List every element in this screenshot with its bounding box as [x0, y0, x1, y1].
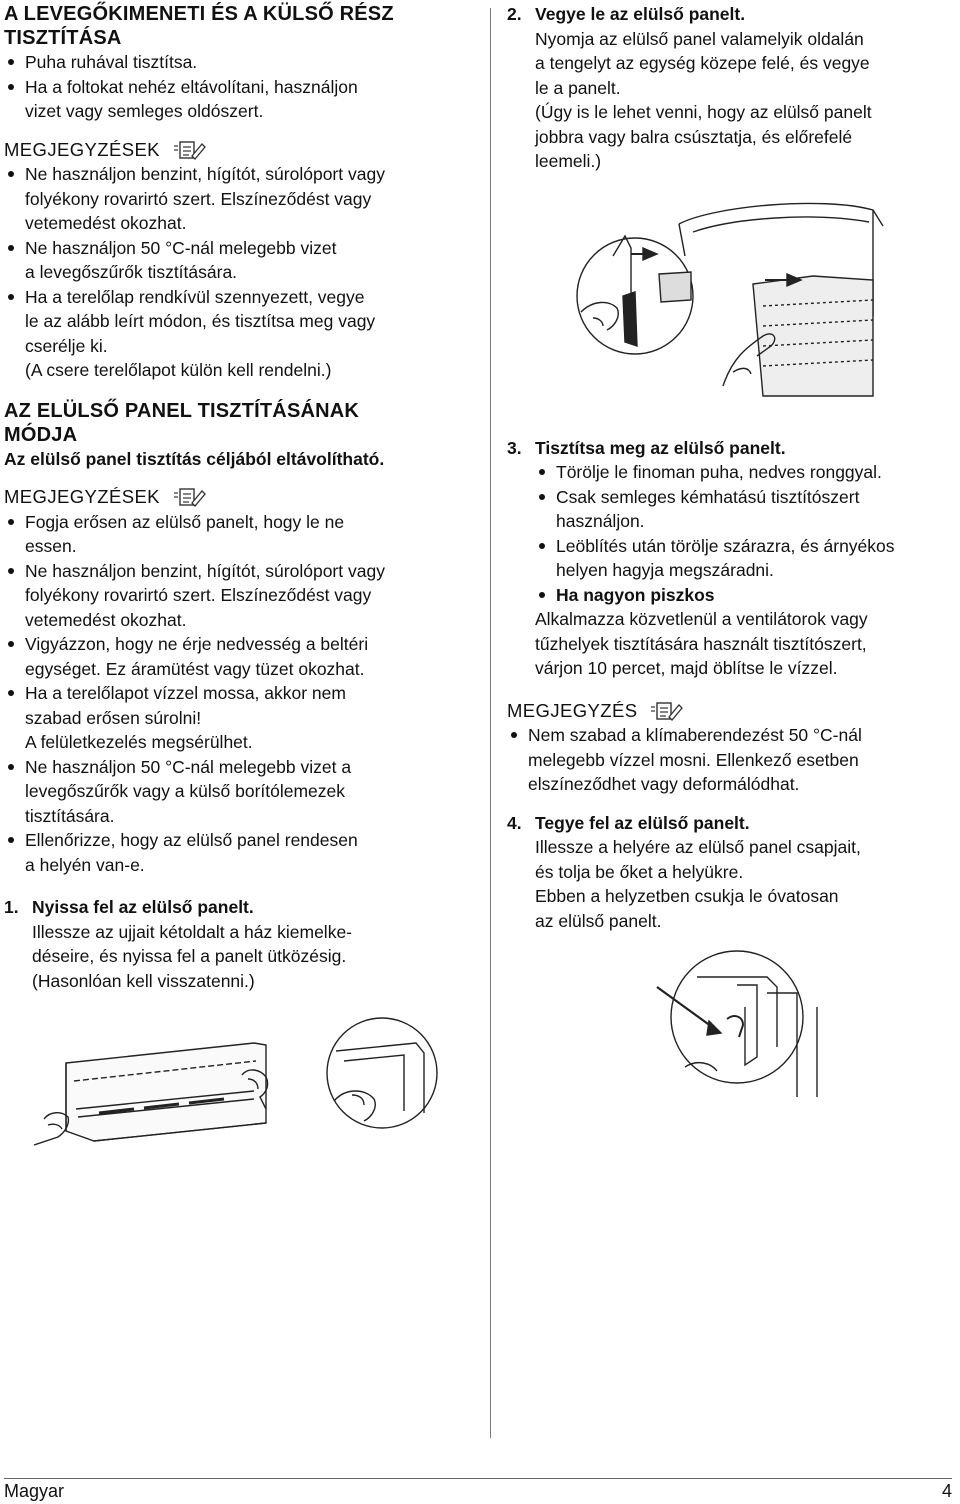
list-item: Ne használjon 50 °C-nál melegebb vizet a levegőszűrők vagy a külső borítólemezek tisztítására.	[4, 755, 474, 829]
list-item: Vigyázzon, hogy ne érje nedvesség a beltéri egységet. Ez áramütést vagy tüzet okozhat.	[4, 632, 474, 681]
list-item: Fogja erősen az elülső panelt, hogy le ne essen.	[4, 510, 474, 559]
notes-list-3	[507, 723, 952, 797]
column-divider	[490, 8, 491, 1438]
note-heading-1: MEGJEGYZÉSEK	[4, 138, 474, 163]
list-item: Leöblítés után törölje szárazra, és árnyékos helyen hagyja megszáradni.	[535, 534, 952, 583]
list-item: Ha nagyon piszkos	[535, 583, 952, 608]
list-item: Ha a terelőlap rendkívül szennyezett, vegye le az alább leírt módon, és tisztítsa meg vagy cserélje ki. (A csere terelőlapot külön kell rendelni.)	[4, 285, 474, 383]
step-4: 4. Tegye fel az elülső panelt. Illessze a helyére az elülső panel csapjait, és tolja be őket a helyükre. Ebben a helyzetben csukja le óvatosan az elülső panelt.	[507, 812, 861, 931]
list-item: Ne használjon 50 °C-nál melegebb vizet a levegőszűrők tisztítására.	[4, 236, 474, 285]
list-item: Nem szabad a klímaberendezést 50 °C-nál melegebb vízzel mosni. Ellenkező esetben elszíneződhet vagy deformálódhat.	[507, 723, 952, 797]
attach-panel-illustration	[617, 947, 877, 1107]
list-item: Ellenőrizze, hogy az elülső panel rendesen a helyén van-e.	[4, 828, 474, 877]
list-item: Ne használjon benzint, hígítót, súrolóport vagy folyékony rovarirtó szert. Elszíneződést vagy vetemedést okozhat.	[4, 162, 474, 236]
step-4-title: Tegye fel az elülső panelt.	[535, 812, 750, 833]
list-item: Törölje le finoman puha, nedves ronggyal.	[535, 460, 952, 485]
section-title-outlet-cleaning: A LEVEGŐKIMENETI ÉS A KÜLSŐ RÉSZ TISZTÍTÁSA	[4, 3, 394, 49]
step-3-text: Alkalmazza közvetlenül a ventilátorok vagy tűzhelyek tisztítására használt tisztítószert, várjon 10 percet, majd öblítse le vízzel.	[535, 609, 868, 678]
step-3-title: Tisztítsa meg az elülső panelt.	[535, 437, 786, 458]
left-column	[4, 2, 474, 1163]
notes-list-1	[4, 162, 474, 383]
list-item: Csak semleges kémhatású tisztítószert használjon.	[535, 485, 952, 534]
outlet-cleaning-list	[4, 50, 474, 124]
memo-pencil-icon	[172, 485, 206, 509]
step-1-title: Nyissa fel az elülső panelt.	[32, 897, 254, 917]
list-item: Ha a foltokat nehéz eltávolítani, használjon vizet vagy semleges oldószert.	[4, 75, 474, 124]
note-heading-2: MEGJEGYZÉSEK	[4, 485, 474, 510]
list-item: Puha ruhával tisztítsa.	[4, 50, 474, 75]
step-3-list	[535, 460, 952, 607]
right-column	[507, 2, 952, 1107]
page-footer	[4, 1478, 952, 1501]
list-item: Ha a terelőlapot vízzel mossa, akkor nem szabad erősen súrolni! A felületkezelés megsérülhet.	[4, 681, 474, 755]
section-title-front-panel: AZ ELÜLSŐ PANEL TISZTÍTÁSÁNAK MÓDJA	[4, 399, 360, 446]
page-number: 4	[941, 1481, 952, 1501]
open-panel-illustration	[4, 1013, 474, 1163]
list-item: Ne használjon benzint, hígítót, súrolóport vagy folyékony rovarirtó szert. Elszíneződést vagy vetemedést okozhat.	[4, 559, 474, 633]
footer-language: Magyar	[4, 1481, 65, 1501]
step-1: 1. Nyissa fel az elülső panelt. Illessze az ujjait kétoldalt a ház kiemelke- déseire, és nyissa fel a panelt ütközésig. (Hasonlóan kell visszatenni.)	[4, 897, 353, 991]
section-subtitle: Az elülső panel tisztítás céljából eltávolítható.	[4, 448, 385, 469]
memo-pencil-icon	[649, 699, 683, 723]
step-2-title: Vegye le az elülső panelt.	[535, 4, 746, 24]
memo-pencil-icon	[172, 138, 206, 162]
step-3: 3. Tisztítsa meg az elülső panelt. Törölje le finoman puha, nedves ronggyal. Csak semleges kémhatású tisztítószert használjon. Leöblítés után törölje szárazra, és árnyékos helyen hagyja megszáradni. Ha nagyon piszkos Alkalmazza közvetlenül a ventilátorok vagy tűzhelyek tisztítására használt tisztítószert, várjon 10 percet, majd öblítse le vízzel.	[507, 436, 952, 681]
note-heading-3: MEGJEGYZÉS	[507, 699, 952, 724]
step-2: 2. Vegye le az elülső panelt. Nyomja az elülső panel valamelyik oldalán a tengelyt az egység közepe felé, és vegye le a panelt. (Úgy is le lehet venni, hogy az elülső panelt jobbra vagy balra csúsztatja, és előrefelé leemeli.)	[507, 4, 872, 171]
notes-list-2	[4, 510, 474, 878]
remove-panel-illustration	[573, 196, 913, 406]
